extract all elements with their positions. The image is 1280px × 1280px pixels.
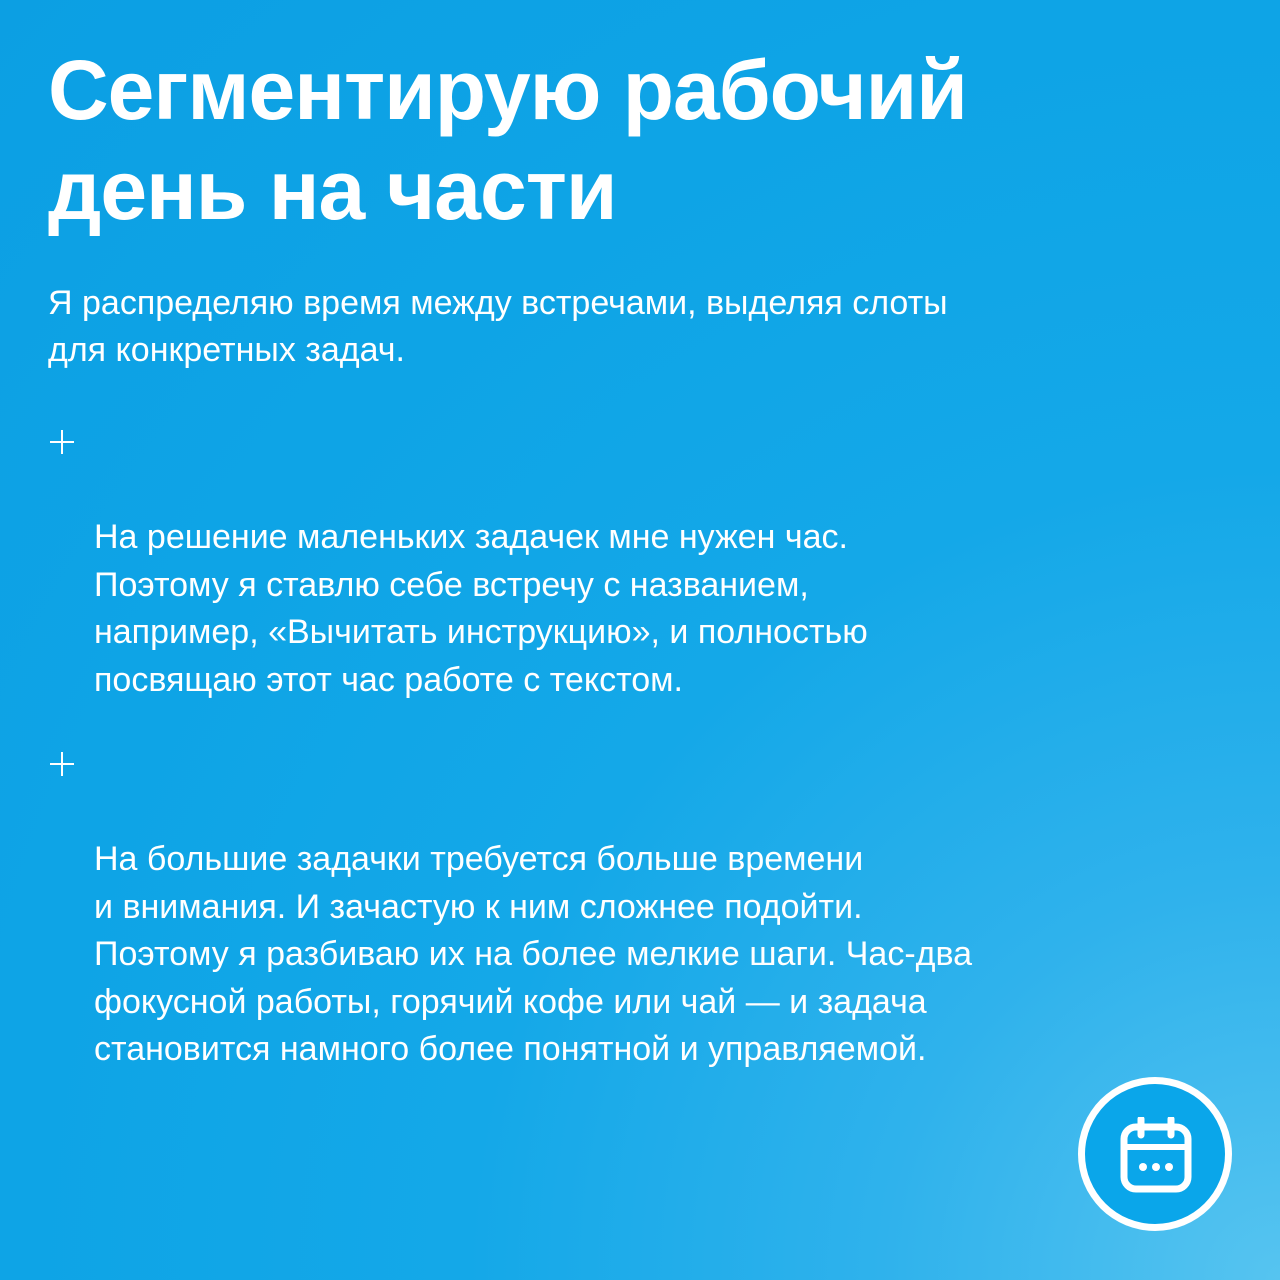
plus-icon xyxy=(50,752,74,776)
bullet-item xyxy=(48,419,1238,704)
intro-text: Я распределяю время между встречами, выделяя слоты для конкретных задач. xyxy=(48,284,948,369)
bullet-item xyxy=(48,741,1238,1074)
bullet-text: На решение маленьких задачек мне нужен час. Поэтому я ставлю себе встречу с названием, например, «Вычитать инструкцию», и полностью посвящаю этот час работе с текстом. xyxy=(94,518,868,699)
bullet-list xyxy=(48,419,1238,1074)
slide-title: Сегментирую рабочий день на части xyxy=(48,43,967,237)
slide-content xyxy=(48,40,1238,1111)
bullet-text: На большие задачки требуется больше времени и внимания. И зачастую к ним сложнее подойти. Поэтому я разбиваю их на более мелкие шаги. Час-два фокусной работы, горячий кофе или чай — и задача становится намного более понятной и управляемой. xyxy=(94,840,973,1068)
calendar-icon xyxy=(1120,1117,1192,1193)
plus-icon xyxy=(50,430,74,454)
calendar-badge xyxy=(1078,1077,1232,1231)
calendar-badge-circle xyxy=(1085,1084,1225,1224)
